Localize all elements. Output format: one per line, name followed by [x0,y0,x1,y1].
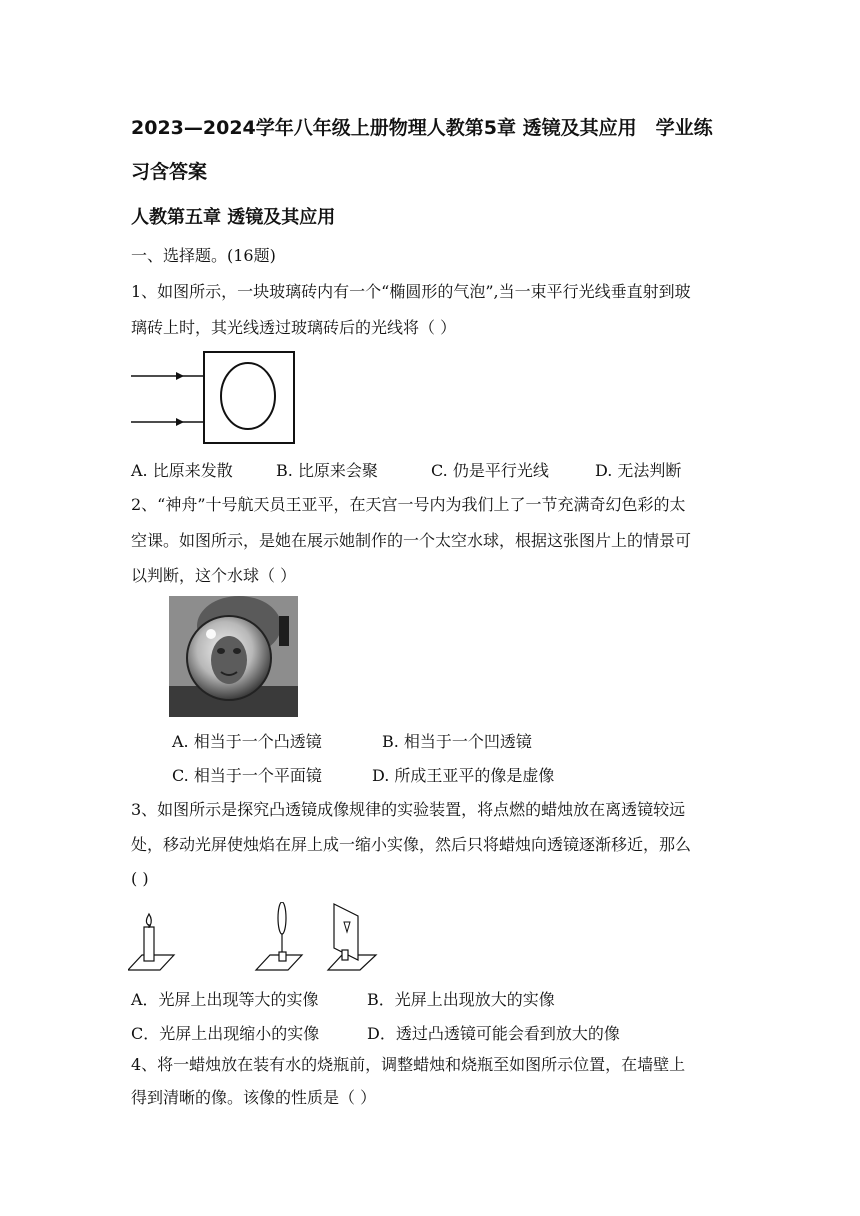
q3-option-d[interactable]: D．透过凸透镜可能会看到放大的像 [367,1024,620,1043]
q2-option-c[interactable]: C. 相当于一个平面镜 [172,766,322,785]
q3-option-b[interactable]: B．光屏上出现放大的实像 [367,990,555,1009]
chapter-title: 人教第五章 透镜及其应用 [131,207,336,228]
q1-option-b[interactable]: B. 比原来会聚 [276,461,378,480]
document-title-line1: 2023—2024学年八年级上册物理人教第5章 透镜及其应用 学业练 [131,117,713,139]
q4-stem-line2: 得到清晰的像。该像的性质是（ ） [131,1088,377,1107]
arrow-head-bottom [176,418,184,426]
q3-stem-line3: ( ) [131,869,149,888]
section-heading: 一、选择题。(16题) [131,246,276,265]
water-ball-photo-icon [169,596,298,717]
q4-stem-line1: 4、将一蜡烛放在装有水的烧瓶前，调整蜡烛和烧瓶至如图所示位置，在墙壁上 [131,1055,686,1074]
candle [144,927,154,961]
q1-option-c[interactable]: C. 仍是平行光线 [431,461,549,480]
q3-stem-line2: 处，移动光屏使烛焰在屏上成一缩小实像，然后只将蜡烛向透镜逐渐移近，那么 [131,835,692,854]
q3-option-c[interactable]: C．光屏上出现缩小的实像 [131,1024,320,1043]
q1-stem-line1: 1、如图所示，一块玻璃砖内有一个“椭圆形的气泡”,当一束平行光线垂直射到玻 [131,282,691,301]
q1-option-a[interactable]: A. 比原来发散 [131,461,233,480]
q2-stem-line2: 空课。如图所示，是她在展示她制作的一个太空水球，根据这张图片上的情景可 [131,531,692,550]
document-title-line2: 习含答案 [131,161,208,183]
q3-stem-line1: 3、如图所示是探究凸透镜成像规律的实验装置，将点燃的蜡烛放在离透镜较远 [131,800,686,819]
air-bubble [221,363,275,429]
glass-brick-bubble-diagram-icon [128,348,300,448]
q3-option-a[interactable]: A．光屏上出现等大的实像 [131,990,319,1009]
q2-option-b[interactable]: B. 相当于一个凹透镜 [382,732,532,751]
q1-option-d[interactable]: D. 无法判断 [595,461,682,480]
q2-option-d[interactable]: D. 所成王亚平的像是虚像 [372,766,555,785]
q1-stem-line2: 璃砖上时，其光线透过玻璃砖后的光线将（ ） [131,318,457,337]
q2-option-a[interactable]: A. 相当于一个凸透镜 [172,732,322,751]
candle-lens-screen-apparatus-icon [128,902,383,982]
arrow-head-top [176,372,184,380]
q2-stem-line3: 以判断，这个水球（ ） [131,566,297,585]
convex-lens [278,902,286,934]
q2-stem-line1: 2、“神舟”十号航天员王亚平，在天宫一号内为我们上了一节充满奇幻色彩的太 [131,495,686,514]
